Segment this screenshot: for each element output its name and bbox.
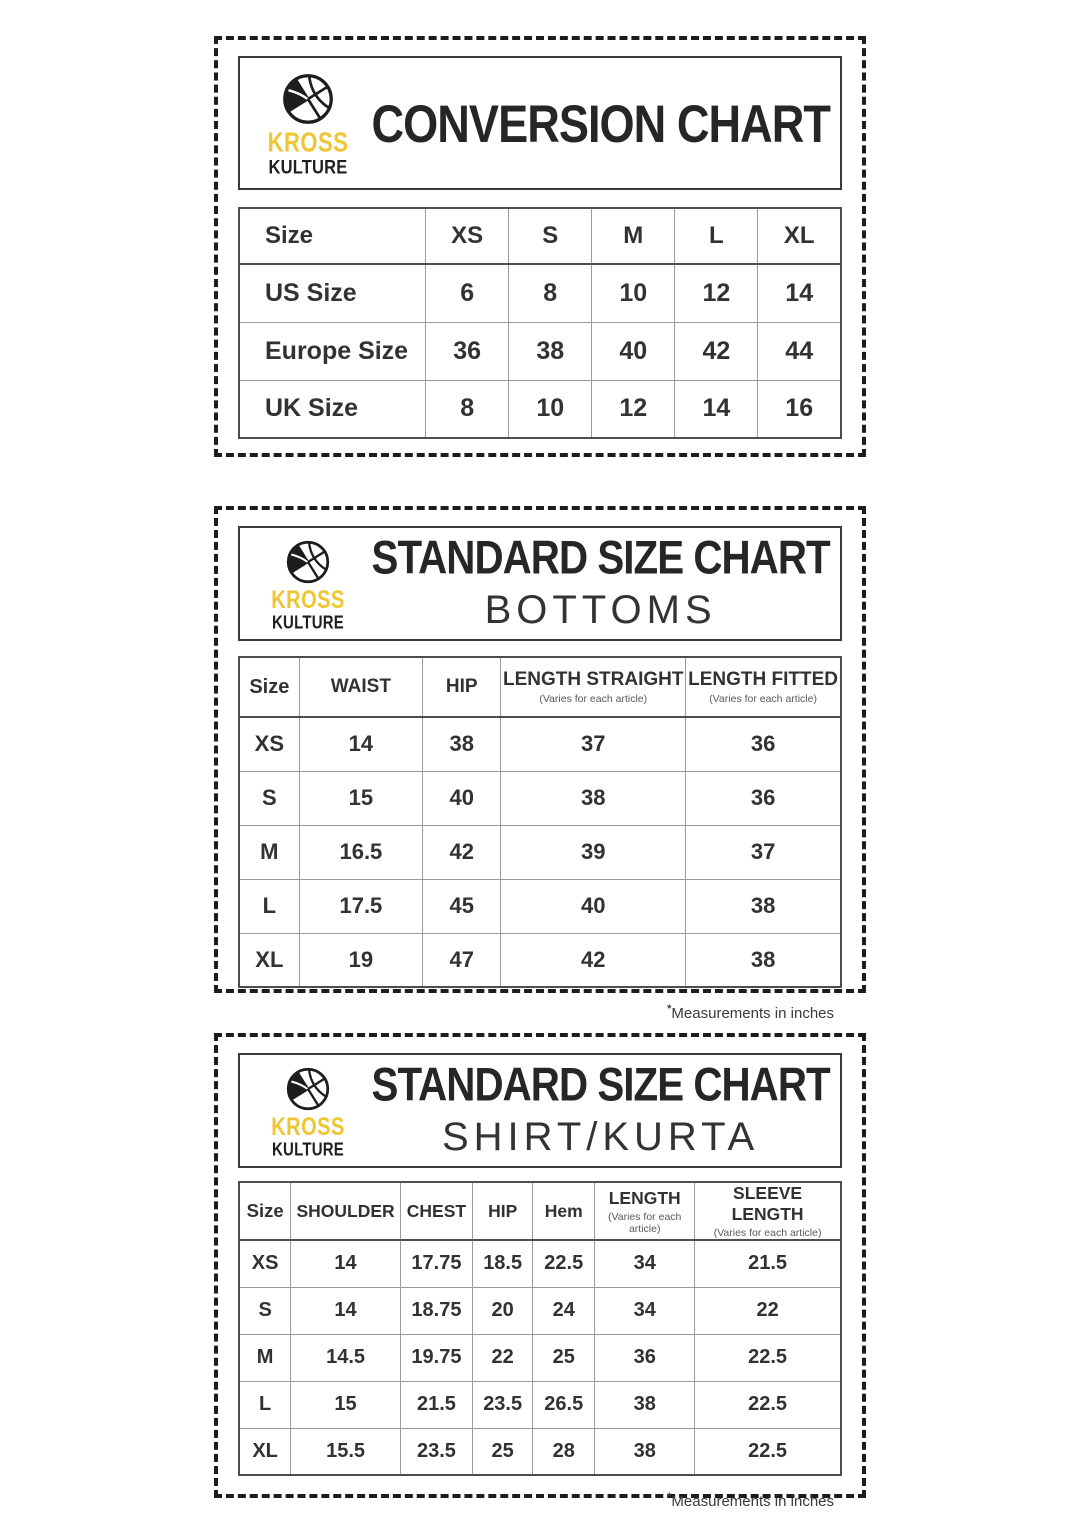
- column-header: [592, 208, 675, 264]
- value-cell: 36: [595, 1334, 695, 1381]
- column-header-label: Hem: [544, 1200, 583, 1221]
- value-cell: 17.75: [400, 1240, 472, 1287]
- value-cell: 19: [299, 933, 422, 987]
- value-cell: 22.5: [695, 1381, 841, 1428]
- value-cell: 14: [299, 717, 422, 771]
- value-cell: 14.5: [291, 1334, 401, 1381]
- value-cell: 36: [426, 322, 509, 380]
- table-row: [239, 322, 841, 380]
- chart-header-band: [238, 526, 842, 641]
- chart-subtitle: SHIRT/KURTA: [441, 1115, 760, 1159]
- brand-logo: [254, 539, 362, 633]
- table-row: [239, 1428, 841, 1475]
- brand-name-kross: KROSS: [267, 126, 349, 158]
- table-row: [239, 1240, 841, 1287]
- bottoms-table-holder: [238, 656, 842, 988]
- measurements-footnote: [238, 1003, 842, 1022]
- value-cell: 38: [686, 879, 841, 933]
- value-cell: 14: [291, 1287, 401, 1334]
- value-cell: 34: [595, 1287, 695, 1334]
- value-cell: 14: [758, 264, 841, 322]
- column-header-label: CHEST: [406, 1200, 467, 1221]
- column-header: [426, 208, 509, 264]
- chart-titles: [362, 93, 840, 153]
- column-header-label: S: [542, 222, 559, 249]
- footnote-asterisk: *: [667, 1491, 672, 1503]
- column-header-label: SHOULDER: [296, 1200, 395, 1221]
- table-row: [239, 1287, 841, 1334]
- size-table: [238, 1181, 842, 1476]
- value-cell: 8: [426, 380, 509, 438]
- value-cell: 25: [473, 1428, 533, 1475]
- value-cell: 19.75: [400, 1334, 472, 1381]
- row-label-cell: XL: [239, 1428, 291, 1475]
- value-cell: 28: [533, 1428, 595, 1475]
- table-row: [239, 380, 841, 438]
- brand-name-kulture: KULTURE: [272, 1139, 344, 1160]
- value-cell: 10: [592, 264, 675, 322]
- chart-title: CONVERSION CHART: [371, 93, 830, 153]
- column-header-label: WAIST: [330, 676, 391, 697]
- size-table: [238, 656, 842, 988]
- column-header-label: LENGTH FITTED: [688, 669, 839, 690]
- column-header: [473, 1182, 533, 1240]
- table-row: [239, 264, 841, 322]
- value-cell: 36: [686, 717, 841, 771]
- value-cell: 37: [686, 825, 841, 879]
- row-label-cell: XL: [239, 933, 299, 987]
- chart-header-band: [238, 56, 842, 190]
- footnote-text: Measurements in inches: [671, 1493, 834, 1510]
- value-cell: 22: [695, 1287, 841, 1334]
- value-cell: 23.5: [473, 1381, 533, 1428]
- column-header: [299, 657, 422, 717]
- value-cell: 6: [426, 264, 509, 322]
- value-cell: 15.5: [291, 1428, 401, 1475]
- chart-title: STANDARD SIZE CHART: [371, 531, 830, 584]
- chart-header-band: [238, 1053, 842, 1168]
- value-cell: 38: [501, 771, 686, 825]
- row-label-cell: US Size: [239, 264, 426, 322]
- value-cell: 24: [533, 1287, 595, 1334]
- value-cell: 40: [423, 771, 501, 825]
- conversion-chart-card: [214, 36, 866, 457]
- basketball-icon: [285, 1066, 331, 1112]
- header-row: [239, 1182, 841, 1240]
- value-cell: 38: [595, 1428, 695, 1475]
- value-cell: 16.5: [299, 825, 422, 879]
- value-cell: 21.5: [695, 1240, 841, 1287]
- chart-titles: [362, 1058, 839, 1160]
- value-cell: 47: [423, 933, 501, 987]
- basketball-icon: [285, 539, 331, 585]
- value-cell: 38: [595, 1381, 695, 1428]
- column-header-label: LENGTH: [608, 1187, 681, 1208]
- row-label-cell: UK Size: [239, 380, 426, 438]
- column-header-note: (Varies for each article): [608, 1210, 682, 1235]
- bottoms-size-chart-card: [214, 506, 866, 1022]
- column-header: [686, 657, 841, 717]
- value-cell: 10: [509, 380, 592, 438]
- value-cell: 38: [686, 933, 841, 987]
- value-cell: 17.5: [299, 879, 422, 933]
- brand-name-kulture: KULTURE: [272, 612, 344, 633]
- value-cell: 38: [423, 717, 501, 771]
- column-header: [533, 1182, 595, 1240]
- brand-logo: [254, 1066, 362, 1160]
- row-label-cell: Europe Size: [239, 322, 426, 380]
- conversion-table-holder: [238, 207, 842, 439]
- table-row: [239, 717, 841, 771]
- chart-titles: [362, 531, 839, 633]
- value-cell: 34: [595, 1240, 695, 1287]
- brand-name-kross: KROSS: [271, 586, 345, 614]
- value-cell: 12: [675, 264, 758, 322]
- value-cell: 45: [423, 879, 501, 933]
- value-cell: 42: [423, 825, 501, 879]
- value-cell: 22.5: [695, 1428, 841, 1475]
- row-label-cell: M: [239, 1334, 291, 1381]
- value-cell: 14: [675, 380, 758, 438]
- column-header: [239, 657, 299, 717]
- value-cell: 12: [592, 380, 675, 438]
- column-header-label: Size: [265, 222, 314, 249]
- value-cell: 22.5: [695, 1334, 841, 1381]
- value-cell: 22: [473, 1334, 533, 1381]
- header-row: [239, 657, 841, 717]
- value-cell: 40: [501, 879, 686, 933]
- column-header-label: M: [623, 222, 644, 249]
- column-header-label: XL: [783, 222, 815, 249]
- value-cell: 44: [758, 322, 841, 380]
- row-label-cell: L: [239, 879, 299, 933]
- brand-name-kross: KROSS: [271, 1113, 345, 1141]
- chart-title: STANDARD SIZE CHART: [371, 1058, 830, 1111]
- value-cell: 36: [686, 771, 841, 825]
- column-header: [291, 1182, 401, 1240]
- column-header: [509, 208, 592, 264]
- table-row: [239, 879, 841, 933]
- column-header-label: L: [709, 222, 724, 249]
- size-table: [238, 207, 842, 439]
- value-cell: 18.5: [473, 1240, 533, 1287]
- column-header-note: (Varies for each article): [539, 693, 648, 705]
- value-cell: 42: [675, 322, 758, 380]
- value-cell: 42: [501, 933, 686, 987]
- column-header-label: Size: [246, 1200, 284, 1221]
- table-row: [239, 825, 841, 879]
- column-header-note: (Varies for each article): [709, 693, 817, 705]
- column-header-label: Size: [249, 675, 290, 698]
- value-cell: 14: [291, 1240, 401, 1287]
- column-header: [675, 208, 758, 264]
- value-cell: 21.5: [400, 1381, 472, 1428]
- measurements-footnote: [238, 1491, 842, 1510]
- row-label-cell: S: [239, 771, 299, 825]
- footnote-asterisk: *: [667, 1003, 672, 1015]
- column-header: [595, 1182, 695, 1240]
- value-cell: 37: [501, 717, 686, 771]
- value-cell: 15: [291, 1381, 401, 1428]
- value-cell: 18.75: [400, 1287, 472, 1334]
- table-row: [239, 933, 841, 987]
- row-label-cell: S: [239, 1287, 291, 1334]
- value-cell: 25: [533, 1334, 595, 1381]
- column-header-label: HIP: [445, 676, 478, 697]
- column-header: [695, 1182, 841, 1240]
- value-cell: 16: [758, 380, 841, 438]
- column-header: [501, 657, 686, 717]
- value-cell: 15: [299, 771, 422, 825]
- value-cell: 26.5: [533, 1381, 595, 1428]
- column-header-label: SLEEVE LENGTH: [731, 1183, 804, 1224]
- column-header-label: LENGTH STRAIGHT: [503, 669, 684, 690]
- footnote-text: Measurements in inches: [671, 1005, 834, 1022]
- brand-name-kulture: KULTURE: [268, 156, 348, 179]
- shirt-kurta-table-holder: [238, 1181, 842, 1476]
- column-header: [239, 208, 426, 264]
- value-cell: 22.5: [533, 1240, 595, 1287]
- header-row: [239, 208, 841, 264]
- value-cell: 8: [509, 264, 592, 322]
- value-cell: 39: [501, 825, 686, 879]
- row-label-cell: L: [239, 1381, 291, 1428]
- column-header-note: (Varies for each article): [713, 1227, 822, 1239]
- column-header-label: XS: [451, 222, 484, 249]
- column-header: [423, 657, 501, 717]
- table-row: [239, 1381, 841, 1428]
- value-cell: 23.5: [400, 1428, 472, 1475]
- shirt-kurta-size-chart-card: [214, 1033, 866, 1510]
- table-row: [239, 1334, 841, 1381]
- brand-logo: [254, 72, 362, 179]
- value-cell: 40: [592, 322, 675, 380]
- column-header: [758, 208, 841, 264]
- row-label-cell: M: [239, 825, 299, 879]
- basketball-icon: [281, 72, 335, 126]
- column-header-label: HIP: [488, 1200, 518, 1221]
- row-label-cell: XS: [239, 1240, 291, 1287]
- column-header: [400, 1182, 472, 1240]
- chart-subtitle: BOTTOMS: [484, 588, 717, 632]
- table-row: [239, 771, 841, 825]
- row-label-cell: XS: [239, 717, 299, 771]
- value-cell: 20: [473, 1287, 533, 1334]
- value-cell: 38: [509, 322, 592, 380]
- column-header: [239, 1182, 291, 1240]
